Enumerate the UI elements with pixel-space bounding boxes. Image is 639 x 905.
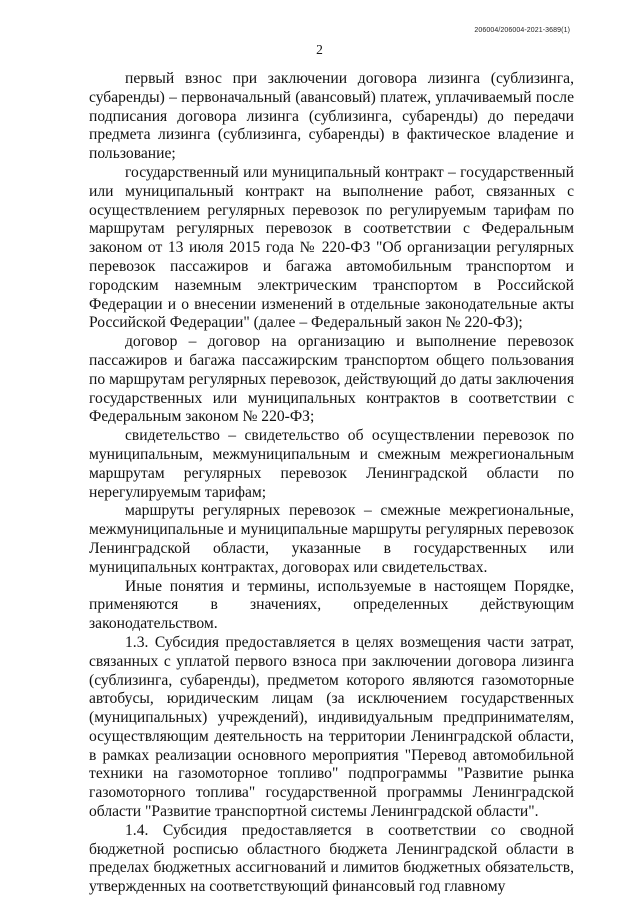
clause-1-3: 1.3. Субсидия предоставляется в целях возмещения части затрат, связанных с уплатой первого взноса при заключении договора лизинга (сублизинга, субаренды), предметом которого являются газомоторные автобусы, юридическим лицам (за исключением государственных (муниципальных) учреждений), индивидуальным предпринимателям, осуществляющим деятельность на территории Ленинградской области, в рамках реализации основного мероприятия "Перевод автомобильной техники на газомоторное топливо" подпрограммы "Развитие рынка газомоторного топлива" государственной программы Ленинградской области "Развитие транспортной системы Ленинградской области". [89,633,574,821]
document-body [89,70,574,897]
definition-agreement: договор – договор на организацию и выполнение перевозок пассажиров и багажа пассажирским транспортом общего пользования по маршрутам регулярных перевозок, действующий до даты заключения государственных или муниципальных контрактов в соответствии с Федеральным законом № 220-ФЗ; [89,333,574,426]
definition-certificate: свидетельство – свидетельство об осуществлении перевозок по муниципальным, межмуниципальным и смежным межрегиональным маршрутам регулярных перевозок Ленинградской области по нерегулируемым тарифам; [89,427,574,501]
definition-contract: государственный или муниципальный контракт – государственный или муниципальный контракт на выполнение работ, связанных с осуществлением регулярных перевозок по регулируемым тарифам по маршрутам регулярных перевозок в соответствии с Федеральным законом от 13 июля 2015 года № 220-ФЗ "Об организации регулярных перевозок пассажиров и багажа автомобильным транспортом и городским наземным электрическим транспортом в Российской Федерации и о внесении изменений в отдельные законодательные акты Российской Федерации" (далее – Федеральный закон № 220-ФЗ); [89,163,574,332]
clause-1-4: 1.4. Субсидия предоставляется в соответствии со сводной бюджетной росписью областного бюджета Ленинградской области в пределах бюджетных ассигнований и лимитов бюджетных обязательств, утвержденных на соответствующий финансовый год главному [89,821,574,896]
other-terms-paragraph: Иные понятия и термины, используемые в настоящем Порядке, применяются в значениях, определенных действующим законодательством. [89,577,574,633]
document-id: 206004/206004-2021-3689(1) [474,27,570,34]
definition-routes: маршруты регулярных перевозок – смежные межрегиональные, межмуниципальные и муниципальные маршруты регулярных перевозок Ленинградской области, указанные в государственных или муниципальных контрактах, договорах или свидетельствах. [89,502,574,576]
page-number: 2 [316,42,323,57]
definition-first-payment: первый взнос при заключении договора лизинга (сублизинга, субаренды) – первоначальный (авансовый) платеж, уплачиваемый после подписания договора лизинга (сублизинга, субаренды) до передачи предмета лизинга (сублизинга, субаренды) в фактическое владение и пользование; [89,70,574,163]
